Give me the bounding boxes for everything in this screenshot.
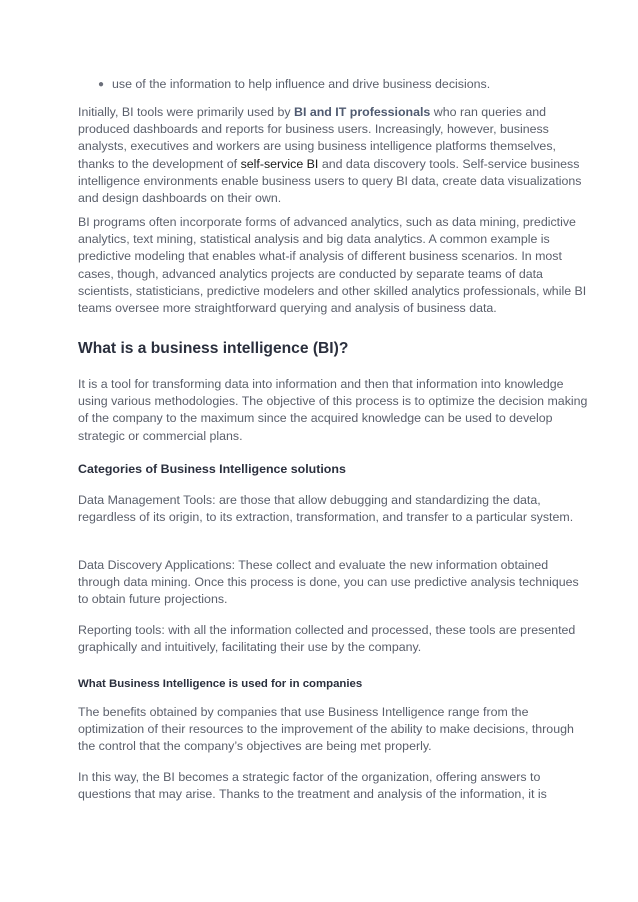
- paragraph-bi-tools: [78, 104, 588, 207]
- bullet-dot-icon: ●: [98, 79, 105, 90]
- paragraph-advanced-analytics: BI programs often incorporate forms of advanced analytics, such as data mining, predictive analytics, text mining, statistical analysis and big data analytics. A common example is predictive modeling that enables what-if analysis of different business scenarios. In most cases, though, advanced analytics projects are conducted by separate teams of data scientists, statisticians, predictive modelers and other skilled analytics professionals, while BI teams oversee more straightforward querying and analysis of business data.: [78, 215, 587, 316]
- p1-text-e: and data discovery tools. Self-service business intelligence environments enable business users to query BI data, create data visualizations and design dashboards on their own.: [78, 156, 582, 206]
- heading-bi-used-for: What Business Intelligence is used for in companies: [78, 678, 363, 690]
- self-service-bi-link[interactable]: self-service BI: [240, 156, 319, 171]
- paragraph-data-discovery: Data Discovery Applications: These collect and evaluate the new information obtained through data mining. Once this process is done, you can use predictive analysis techniques to obtain future projections.: [78, 558, 579, 607]
- paragraph-bi-definition: It is a tool for transforming data into information and then that information into knowledge using various methodologies. The objective of this process is to optimize the decision making of the company to the maximum since the acquired knowledge can be used to develop strategic or commercial plans.: [78, 377, 588, 443]
- p1-text-c: who ran queries and produced dashboards and reports for business users. Increasingly, however, business analysts, executives and workers are using business intelligence platforms themselves, thanks to the development of: [78, 105, 556, 171]
- bullet-text: use of the information to help influence and drive business decisions.: [112, 77, 491, 91]
- paragraph-benefits: The benefits obtained by companies that use Business Intelligence range from the optimization of their resources to the improvement of the ability to make decisions, through the control that the company’s objectives are being met properly.: [78, 705, 574, 754]
- bullet-item: [98, 74, 490, 95]
- p1-text-a: Initially, BI tools were primarily used by: [78, 105, 294, 119]
- heading-what-is-bi: What is a business intelligence (BI)?: [78, 340, 349, 357]
- paragraph-strategic-factor: In this way, the BI becomes a strategic factor of the organization, offering answers to questions that may arise. Thanks to the treatment and analysis of the information, it is: [78, 770, 547, 802]
- p1-bold-bi-it-professionals: BI and IT professionals: [294, 105, 431, 119]
- heading-categories: Categories of Business Intelligence solutions: [78, 462, 346, 476]
- paragraph-reporting-tools: Reporting tools: with all the information collected and processed, these tools are presented graphically and intuitively, facilitating their use by the company.: [78, 623, 576, 655]
- paragraph-data-management-tools: Data Management Tools: are those that allow debugging and standardizing the data, regardless of its origin, to its extraction, transformation, and transfer to a particular system.: [78, 493, 574, 525]
